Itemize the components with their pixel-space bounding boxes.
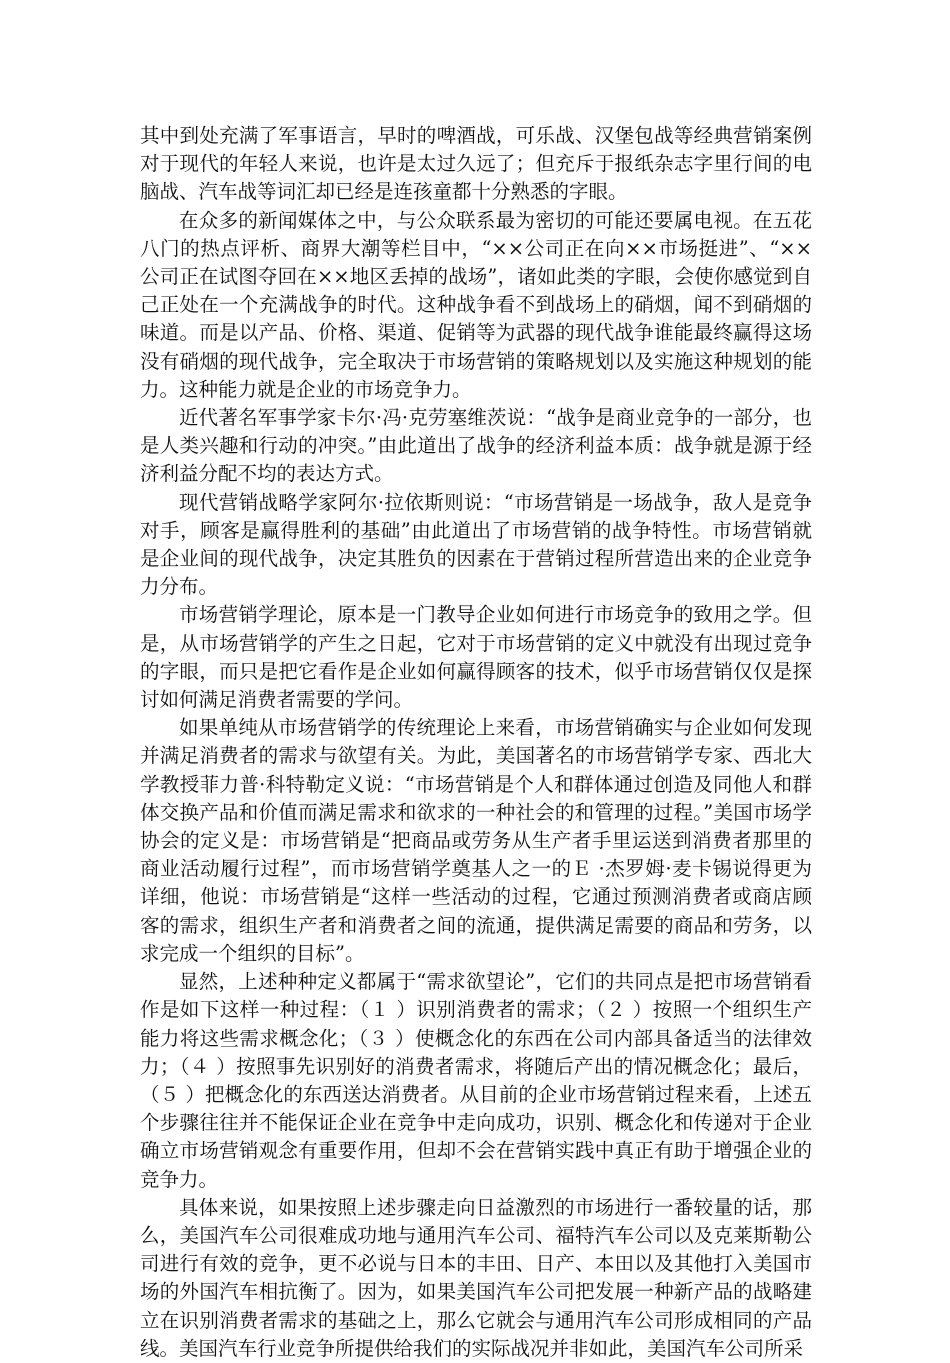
paragraph-7: 显然，上述种种定义都属于“需求欲望论”，它们的共同点是把市场营销看作是如下这样一种过程：（１ ）识别消费者的需求；（２ ）按照一个组织生产能力将这些需求概念化；（３ ）使概念化的东西在公司内部具备适当的法律效力；（４ ）按照事先识别好的消费者需求，将随后产出的情况概念化；最后，（５ ）把概念化的东西送达消费者。从目前的企业市场营销过程来看，上述五个步骤往往并不能保证企业在竞争中走向成功，识别、概念化和传递对于企业确立市场营销观念有重要作用，但却不会在营销实践中真正有助于增强企业的竞争力。 <box>140 970 812 1191</box>
paragraph-4: 现代营销战略学家阿尔·拉依斯则说：“市场营销是一场战争，敌人是竞争对手，顾客是赢得胜利的基础”由此道出了市场营销的战争特性。市场营销就是企业间的现代战争，决定其胜负的因素在于营销过程所营造出来的企业竞争力分布。 <box>140 490 812 599</box>
paragraph-1: 其中到处充满了军事语言，早时的啤酒战，可乐战、汉堡包战等经典营销案例对于现代的年轻人来说，也许是太过久远了；但充斥于报纸杂志字里行间的电脑战、汽车战等词汇却已经是连孩童都十分熟悉的字眼。 <box>140 124 812 204</box>
paragraph-3: 近代著名军事学家卡尔·冯·克劳塞维茨说：“战争是商业竞争的一部分，也是人类兴趣和行动的冲突。”由此道出了战争的经济利益本质：战争就是源于经济利益分配不均的表达方式。 <box>140 406 812 486</box>
paragraph-5: 市场营销学理论，原本是一门教导企业如何进行市场竞争的致用之学。但是，从市场营销学的产生之日起，它对于市场营销的定义中就没有出现过竞争的字眼，而只是把它看作是企业如何赢得顾客的技术，似乎市场营销仅仅是探讨如何满足消费者需要的学问。 <box>140 603 812 712</box>
paragraph-2: 在众多的新闻媒体之中，与公众联系最为密切的可能还要属电视。在五花八门的热点评析、商界大潮等栏目中，“××公司正在向××市场挺进”、“××公司正在试图夺回在××地区丢掉的战场”，诸如此类的字眼，会使你感觉到自己正处在一个充满战争的时代。这种战争看不到战场上的硝烟，闻不到硝烟的味道。而是以产品、价格、渠道、促销等为武器的现代战争谁能最终赢得这场没有硝烟的现代战争，完全取决于市场营销的策略规划以及实施这种规划的能力。这种能力就是企业的市场竞争力。 <box>140 208 812 401</box>
paragraph-6: 如果单纯从市场营销学的传统理论上来看，市场营销确实与企业如何发现并满足消费者的需求与欲望有关。为此，美国著名的市场营销学专家、西北大学教授菲力普·科特勒定义说：“市场营销是个人和群体通过创造及同他人和群体交换产品和价值而满足需求和欲求的一种社会的和管理的过程。”美国市场学协会的定义是：市场营销是“把商品或劳务从生产者手里运送到消费者那里的商业活动履行过程”，而市场营销学奠基人之一的Ｅ ·杰罗姆·麦卡锡说得更为详细，他说：市场营销是“这样一些活动的过程，它通过预测消费者或商店顾客的需求，组织生产者和消费者之间的流通，提供满足需要的商品和劳务，以求完成一个组织的目标”。 <box>140 716 812 965</box>
document-body <box>140 122 812 1363</box>
paragraph-8: 具体来说，如果按照上述步骤走向日益激烈的市场进行一番较量的话，那么，美国汽车公司很难成功地与通用汽车公司、福特汽车公司以及克莱斯勒公司进行有效的竞争，更不必说与日本的丰田、日产、本田以及其他打入美国市场的外国汽车相抗衡了。因为，如果美国汽车公司把发展一种新产品的战略建立在识别消费者需求的基础之上，那么它就会与通用汽车公司形成相同的产品线。美国汽车行业竞争所提供给我们的实际战况并非如此，美国汽车公司所采 <box>140 1195 812 1360</box>
